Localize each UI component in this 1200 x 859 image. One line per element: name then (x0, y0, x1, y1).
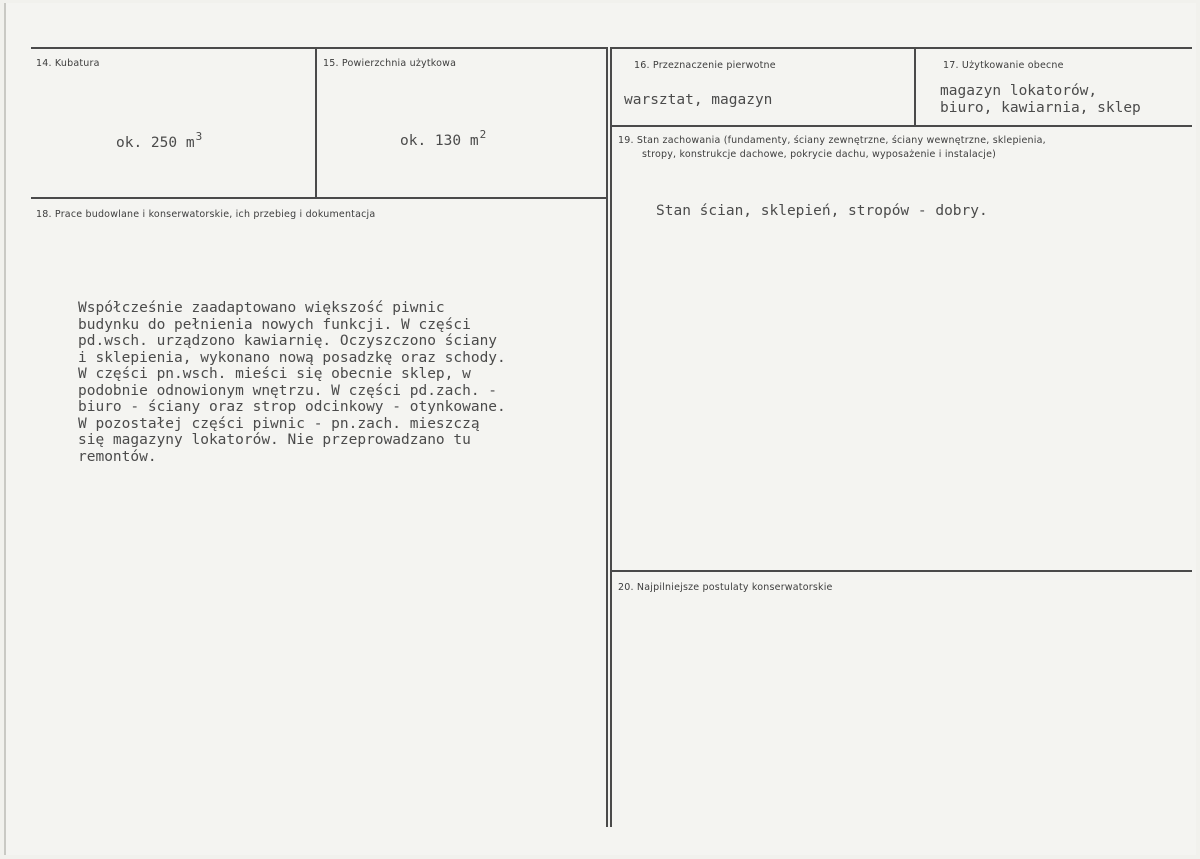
field-18-line: W pozostałej części piwnic - pn.zach. mieszczą (78, 415, 480, 432)
center-divider-right (610, 47, 612, 827)
center-divider (606, 47, 608, 827)
record-card (4, 3, 1196, 855)
field-18-value (78, 267, 506, 498)
rule-below-16-17 (612, 125, 1192, 127)
field-18-label: 18. Prace budowlane i konserwatorskie, ich przebieg i dokumentacja (36, 209, 376, 220)
field-18-line: biuro - ściany oraz strop odcinkowy - otynkowane. (78, 399, 506, 415)
field-14-value-text: ok. 250 m (116, 135, 195, 151)
field-18-line: budynku do pełnienia nowych funkcji. W części (78, 316, 471, 333)
top-rule-right (610, 47, 1192, 49)
field-17-line: biuro, kawiarnia, sklep (940, 99, 1141, 116)
field-18-line: W części pn.wsch. mieści się obecnie sklep, w (78, 366, 471, 382)
field-19-label-line: 19. Stan zachowania (fundamenty, ściany zewnętrzne, ściany wewnętrzne, sklepienia, (618, 135, 1046, 146)
field-15-superscript: 2 (479, 128, 487, 141)
rule-below-14-15 (31, 197, 606, 199)
field-18-line: się magazyny lokatorów. Nie przeprowadzano tu (78, 432, 471, 448)
field-18-line: remontów. (78, 448, 157, 465)
top-rule-left (31, 47, 608, 49)
field-14-label: 14. Kubatura (36, 58, 100, 69)
field-19-value: Stan ścian, sklepień, stropów - dobry. (656, 203, 988, 219)
field-15-value-text: ok. 130 m (400, 133, 479, 149)
field-19-label-line: stropy, konstrukcje dachowe, pokrycie dachu, wyposażenie i instalacje) (642, 149, 997, 160)
field-14-superscript: 3 (195, 130, 203, 143)
divider-14-15 (315, 47, 317, 199)
field-17-line: magazyn lokatorów, (940, 83, 1098, 99)
divider-16-17 (914, 47, 916, 127)
field-18-line: i sklepienia, wykonano nową posadzkę oraz schody. (78, 349, 506, 366)
field-18-line: podobnie odnowionym wnętrzu. W części pd.zach. - (78, 382, 498, 399)
field-18-line: pd.wsch. urządzono kawiarnię. Oczyszczono ściany (78, 333, 498, 349)
field-16-value: warsztat, magazyn (624, 92, 773, 108)
rule-above-20 (612, 570, 1192, 572)
field-17-value (940, 83, 1141, 116)
field-20-label: 20. Najpilniejsze postulaty konserwatorskie (618, 582, 833, 593)
field-14-value (116, 129, 202, 152)
field-15-label: 15. Powierzchnia użytkowa (323, 58, 457, 69)
field-16-label: 16. Przeznaczenie pierwotne (634, 60, 776, 71)
field-17-label: 17. Użytkowanie obecne (943, 60, 1064, 71)
field-15-value (400, 127, 486, 150)
field-18-line: Współcześnie zaadaptowano większość piwnic (78, 300, 445, 316)
field-19-label (618, 134, 1046, 162)
